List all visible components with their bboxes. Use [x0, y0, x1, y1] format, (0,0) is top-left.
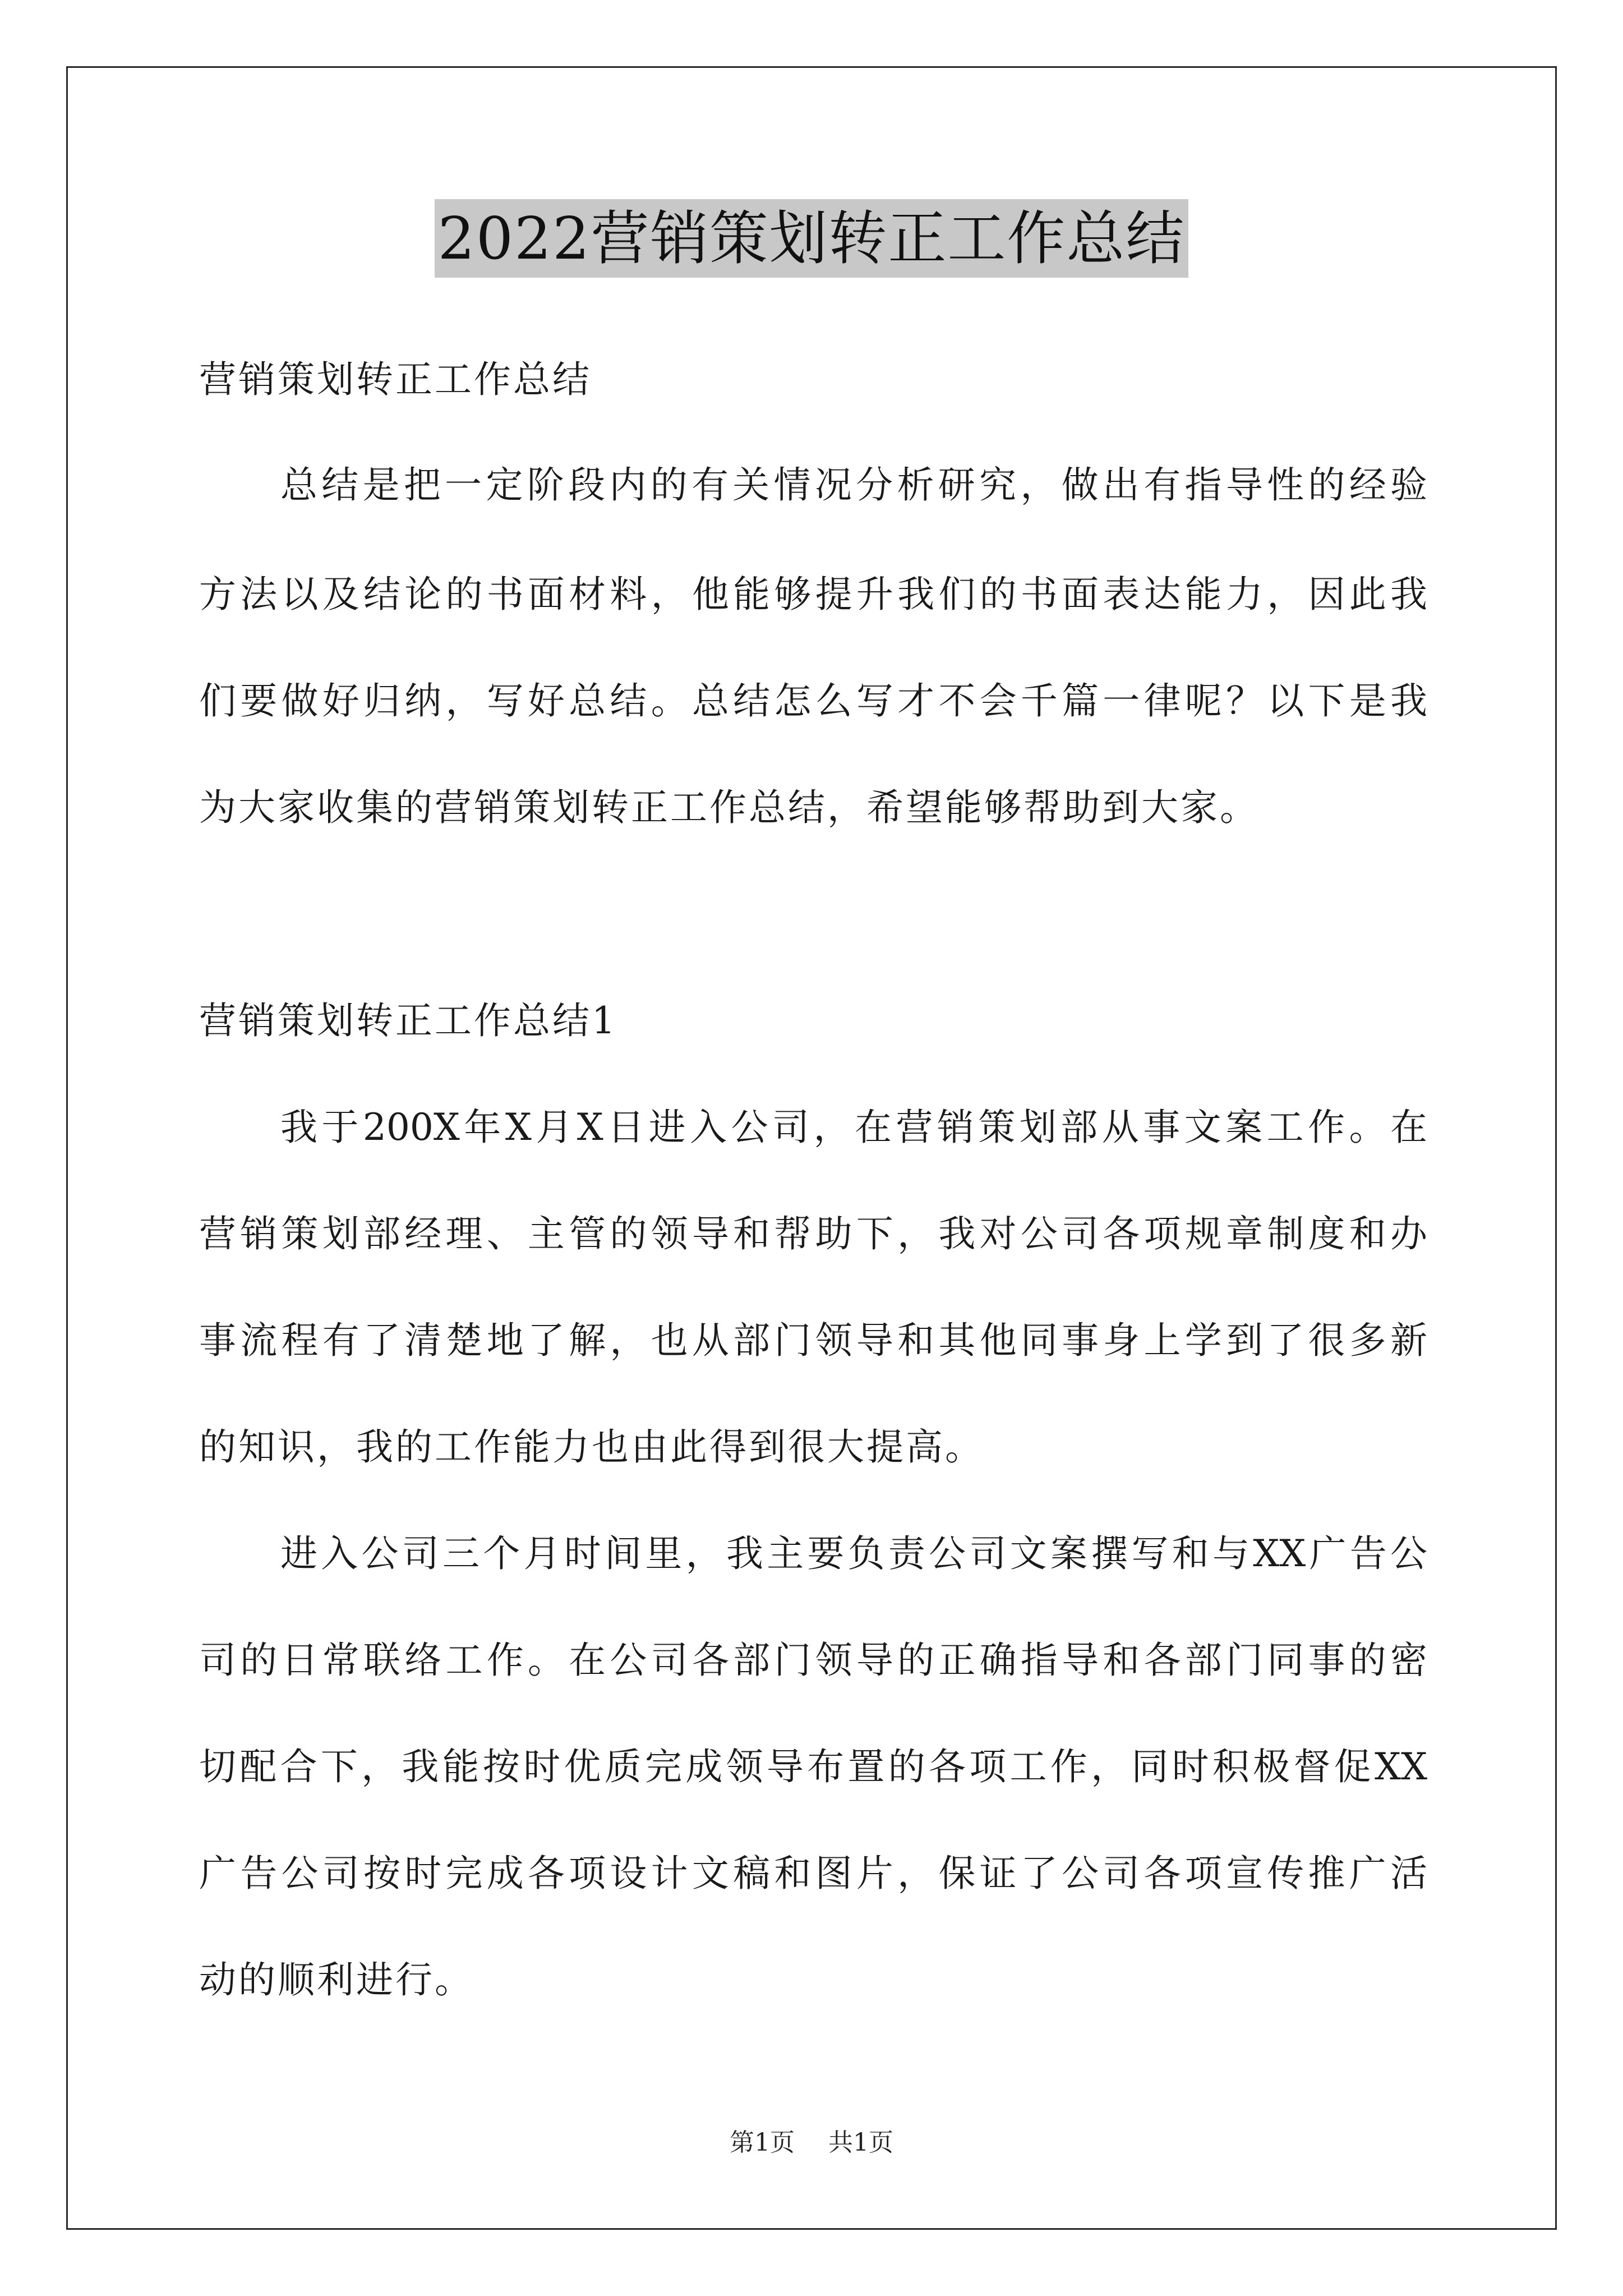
- section-heading: 营销策划转正工作总结1: [199, 999, 617, 1042]
- page-number-total: 共1页: [828, 2128, 893, 2157]
- intro-line: 总结是把一定阶段内的有关情况分析研究，做出有指导性的经验: [280, 463, 1427, 507]
- intro-line: 为大家收集的营销策划转正工作总结，希望能够帮助到大家。: [199, 786, 1259, 829]
- section1-para1-line: 的知识，我的工作能力也由此得到很大提高。: [199, 1425, 984, 1469]
- section1-para2-line: 广告公司按时完成各项设计文稿和图片，保证了公司各项宣传推广活: [199, 1852, 1427, 1895]
- section1-para2-line: 司的日常联络工作。在公司各部门领导的正确指导和各部门同事的密: [199, 1639, 1427, 1682]
- document-subtitle: 营销策划转正工作总结: [199, 358, 592, 401]
- section1-para1-line: 营销策划部经理、主管的领导和帮助下，我对公司各项规章制度和办: [199, 1212, 1427, 1255]
- intro-line: 们要做好归纳，写好总结。总结怎么写才不会千篇一律呢？以下是我: [199, 679, 1427, 723]
- title-container: [0, 199, 1623, 278]
- page-footer: [0, 2126, 1623, 2160]
- document-title: 2022营销策划转正工作总结: [435, 199, 1189, 278]
- section1-para1-line: 事流程有了清楚地了解，也从部门领导和其他同事身上学到了很多新: [199, 1319, 1427, 1362]
- section1-para2-line: 进入公司三个月时间里，我主要负责公司文案撰写和与XX广告公: [280, 1532, 1427, 1575]
- page-number-current: 第1页: [730, 2128, 795, 2157]
- section1-para2-line: 动的顺利进行。: [199, 1958, 474, 2001]
- intro-line: 方法以及结论的书面材料，他能够提升我们的书面表达能力，因此我: [199, 573, 1427, 616]
- section1-para2-line: 切配合下，我能按时优质完成领导布置的各项工作，同时积极督促XX: [199, 1745, 1427, 1788]
- section1-para1-line: 我于200X年X月X日进入公司，在营销策划部从事文案工作。在: [280, 1106, 1427, 1149]
